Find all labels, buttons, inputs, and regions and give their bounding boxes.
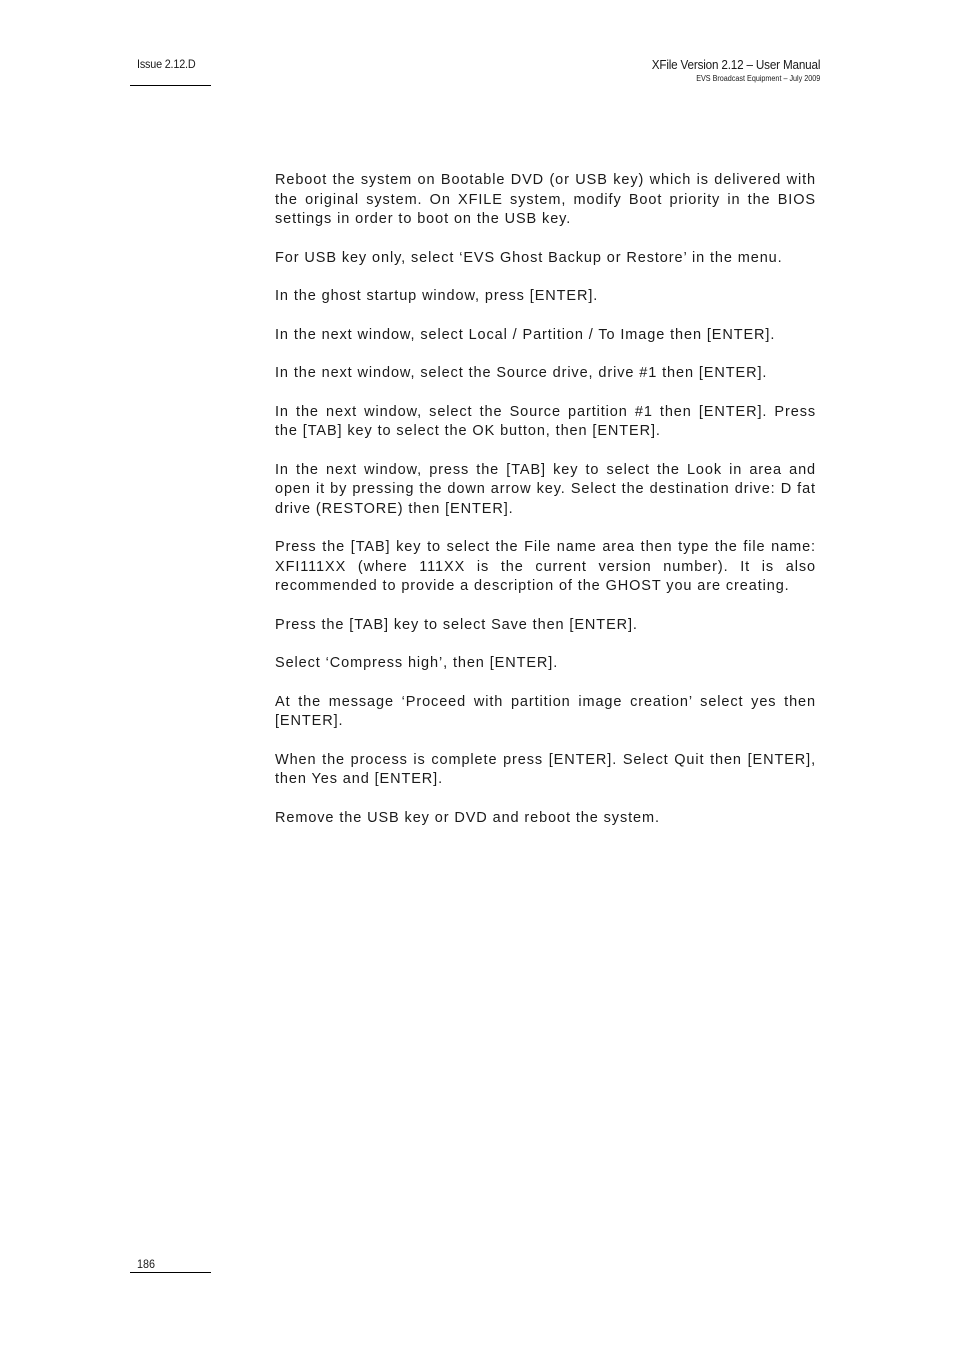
step-paragraph: In the next window, select Local / Partition / To Image then [ENTER]. [275,326,776,343]
issue-label: Issue 2.12.D [137,57,196,71]
publisher-line: EVS Broadcast Equipment – July 2009 [695,74,820,83]
step-paragraph: Reboot the system on Bootable DVD (or USB key) which is delivered with the original system. On XFILE system, modify Boot priority in the BIOS settings in order to boot on the USB key. [275,172,816,227]
step-paragraph: In the ghost startup window, press [ENTER]. [275,288,599,304]
procedure-steps [275,171,816,847]
step-paragraph: At the message ‘Proceed with partition image creation’ select yes then [ENTER]. [275,693,816,729]
header-rule [130,85,211,86]
step-paragraph: In the next window, select the Source partition #1 then [ENTER]. Press the [TAB] key to select the OK button, then [ENTER]. [275,403,816,439]
footer-rule [130,1272,211,1273]
step-paragraph: For USB key only, select ‘EVS Ghost Backup or Restore’ in the menu. [275,249,783,266]
step-paragraph: Press the [TAB] key to select Save then [ENTER]. [275,616,638,633]
page-header [633,57,820,83]
step-paragraph: Select ‘Compress high’, then [ENTER]. [275,655,559,671]
step-paragraph: In the next window, select the Source drive, drive #1 then [ENTER]. [275,365,768,381]
step-paragraph: In the next window, press the [TAB] key to select the Look in area and open it by pressing the down arrow key. Select the destination drive: D fat drive (RESTORE) then [ENTER]. [275,461,816,517]
page-number: 186 [137,1257,156,1271]
step-paragraph: Press the [TAB] key to select the File name area then type the file name: XFI111XX (where 111XX is the current version number). It is also recommended to provide a description of the GHOST you are creating. [275,539,816,594]
manual-title: XFile Version 2.12 – User Manual [651,57,820,72]
step-paragraph: When the process is complete press [ENTER]. Select Quit then [ENTER], then Yes and [ENTER]. [275,751,816,787]
step-paragraph: Remove the USB key or DVD and reboot the system. [275,809,660,826]
